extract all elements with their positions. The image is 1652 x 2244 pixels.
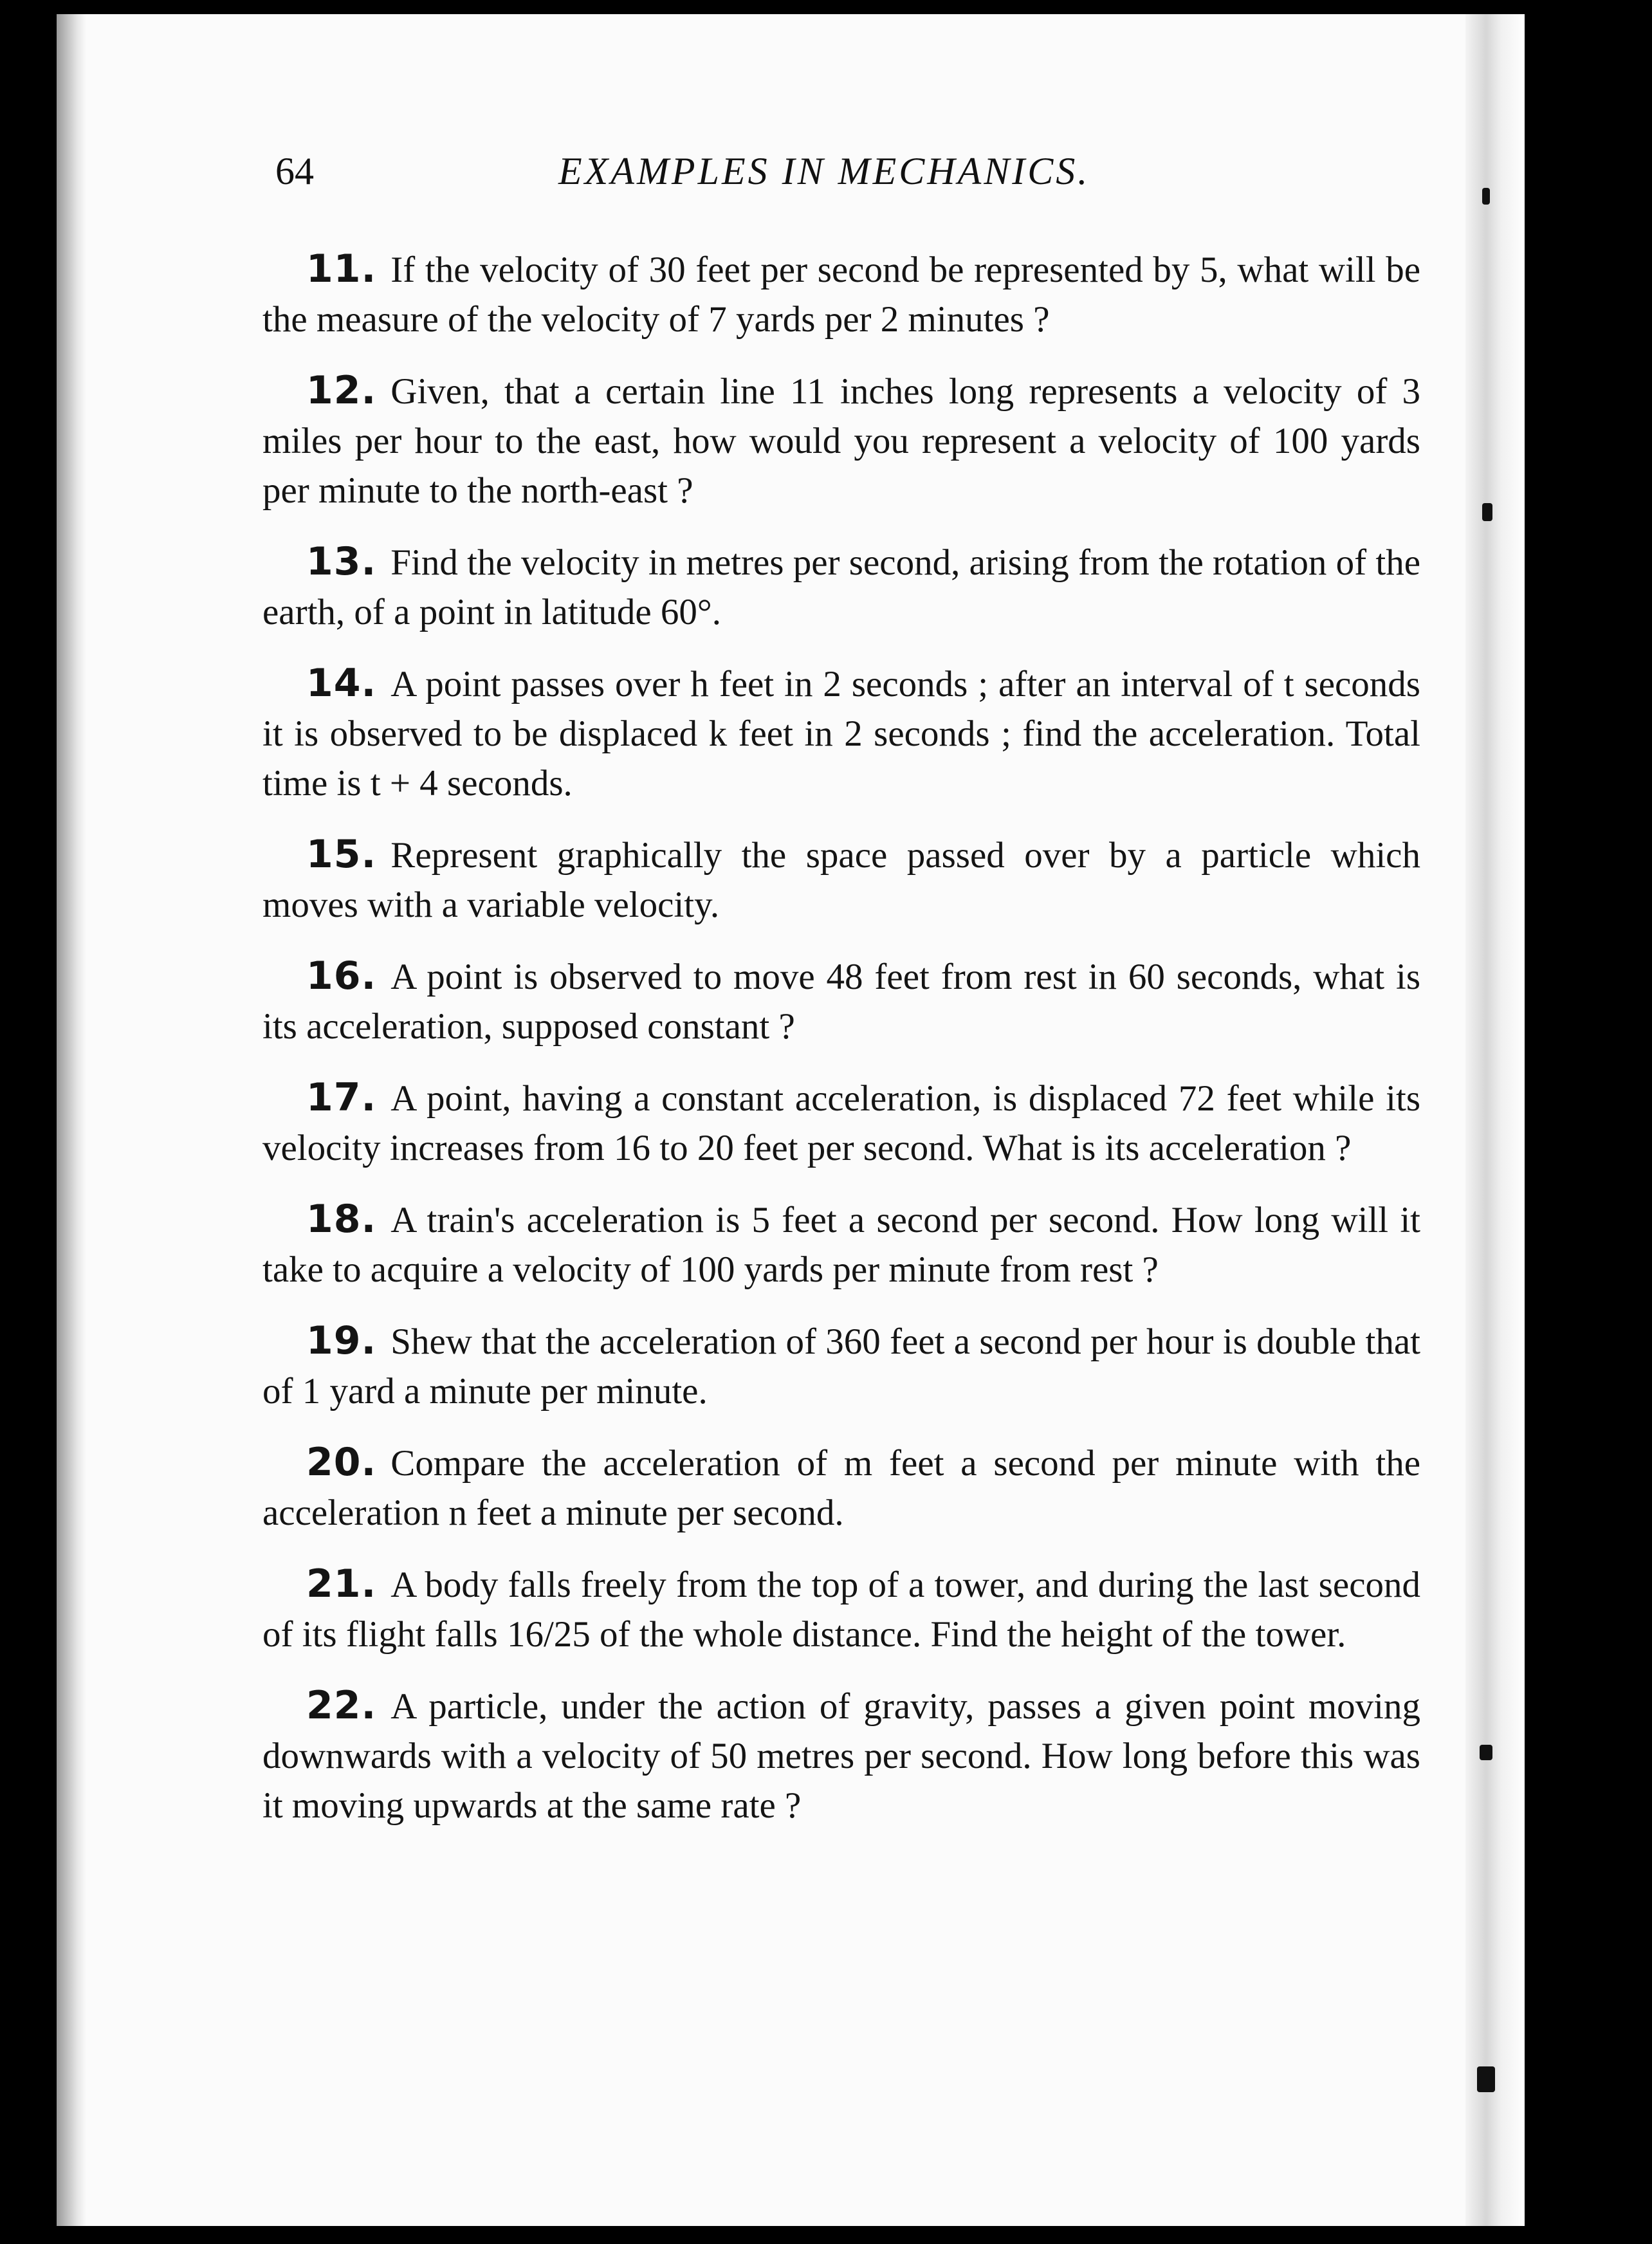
problem-text: Shew that the acceleration of 360 feet a second per hour is double that of 1 yard a minute per minute. [262, 1321, 1420, 1412]
problem-12 [262, 366, 1420, 515]
problem-text: A point, having a constant acceleration, is displaced 72 feet while its velocity increases from 16 to 20 feet per second. What is its acceleration ? [262, 1078, 1420, 1168]
problem-text: A point is observed to move 48 feet from rest in 60 seconds, what is its acceleration, supposed constant ? [262, 957, 1420, 1047]
problem-text: A train's acceleration is 5 feet a second per second. How long will it take to acquire a velocity of 100 yards per minute from rest ? [262, 1200, 1420, 1290]
problem-number: 12. [306, 368, 377, 413]
page-gutter-shadow [57, 14, 86, 2226]
problem-number: 14. [306, 661, 377, 706]
problem-number: 16. [306, 953, 377, 998]
problem-number: 22. [306, 1683, 377, 1728]
problem-list [262, 244, 1420, 1852]
problem-text: Find the velocity in metres per second, arising from the rotation of the earth, of a point in latitude 60°. [262, 542, 1420, 632]
edge-mark [1480, 1745, 1492, 1760]
problem-text: Compare the acceleration of m feet a second per minute with the acceleration n feet a minute per second. [262, 1443, 1420, 1533]
problem-13 [262, 537, 1420, 637]
problem-22 [262, 1681, 1420, 1830]
problem-text: Represent graphically the space passed over by a particle which moves with a variable velocity. [262, 835, 1420, 925]
problem-number: 13. [306, 539, 377, 584]
problem-text: Given, that a certain line 11 inches long represents a velocity of 3 miles per hour to the east, how would you represent a velocity of 100 yards per minute to the north-east ? [262, 371, 1420, 511]
problem-16 [262, 952, 1420, 1051]
problem-19 [262, 1316, 1420, 1416]
problem-11 [262, 244, 1420, 344]
problem-number: 15. [306, 832, 377, 877]
problem-text: A body falls freely from the top of a tower, and during the last second of its flight falls 16/25 of the whole distance. Find the height of the tower. [262, 1565, 1420, 1655]
page-fore-edge [1465, 14, 1525, 2226]
problem-number: 17. [306, 1075, 377, 1120]
problem-text: A particle, under the action of gravity, passes a given point moving downwards with a velocity of 50 metres per second. How long before this was it moving upwards at the same rate ? [262, 1686, 1420, 1826]
running-title: EXAMPLES IN MECHANICS. [558, 150, 1090, 192]
problem-20 [262, 1438, 1420, 1538]
problem-number: 20. [306, 1440, 377, 1485]
problem-text: A point passes over h feet in 2 seconds ; after an interval of t seconds it is observed to be displaced k feet in 2 seconds ; find the acceleration. Total time is t + 4 seconds. [262, 664, 1420, 804]
page-number: 64 [275, 150, 314, 192]
problem-number: 11. [306, 246, 377, 291]
problem-17 [262, 1073, 1420, 1173]
problem-number: 19. [306, 1318, 377, 1363]
edge-mark [1477, 2066, 1495, 2092]
problem-number: 18. [306, 1197, 377, 1242]
problem-number: 21. [306, 1561, 377, 1606]
edge-mark [1482, 188, 1490, 205]
problem-21 [262, 1559, 1420, 1659]
edge-mark [1482, 503, 1492, 521]
problem-text: If the velocity of 30 feet per second be represented by 5, what will be the measure of the velocity of 7 yards per 2 minutes ? [262, 250, 1420, 340]
book-page [57, 14, 1525, 2226]
problem-15 [262, 830, 1420, 930]
problem-18 [262, 1195, 1420, 1294]
problem-14 [262, 659, 1420, 808]
